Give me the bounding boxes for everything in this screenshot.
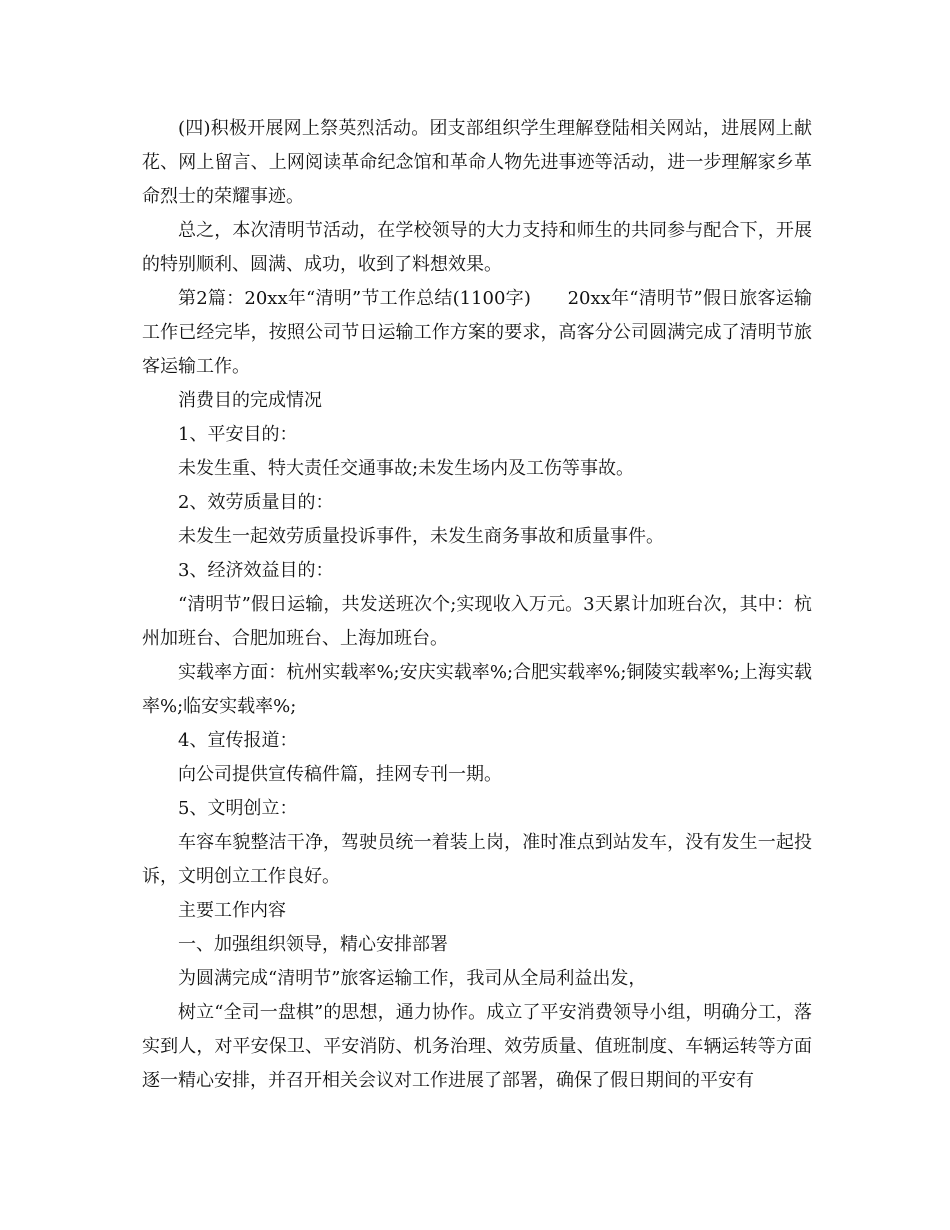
heading-service-quality-goal: 2、效劳质量目的： xyxy=(178,492,334,513)
heading-main-work: 主要工作内容 xyxy=(178,900,286,921)
paragraph-load-rate: 实载率方面：杭州实载率%;安庆实载率%;合肥实载率%;铜陵实载率%;上海实载率%;临安实载率%; xyxy=(142,662,812,717)
document-body xyxy=(142,112,812,1098)
paragraph-service-quality-result: 未发生一起效劳质量投诉事件，未发生商务事故和质量事件。 xyxy=(178,526,664,547)
heading-goal-completion: 消费目的完成情况 xyxy=(178,390,322,411)
heading-leadership: 一、加强组织领导，精心安排部署 xyxy=(178,934,448,955)
paragraph-safety-result: 未发生重、特大责任交通事故;未发生场内及工伤等事故。 xyxy=(178,458,635,479)
paragraph-leadership-intro: 为圆满完成“清明节”旅客运输工作，我司从全局利益出发， xyxy=(178,968,647,989)
heading-safety-goal: 1、平安目的： xyxy=(178,424,298,445)
heading-civilization: 5、文明创立： xyxy=(178,798,298,819)
paragraph-civilization-result: 车容车貌整洁干净，驾驶员统一着装上岗，准时准点到站发车，没有发生一起投诉，文明创立工作良好。 xyxy=(142,832,812,887)
paragraph-summary: 总之，本次清明节活动，在学校领导的大力支持和师生的共同参与配合下，开展的特别顺利、圆满、成功，收到了料想效果。 xyxy=(142,220,812,275)
paragraph-article-2-intro: 第2篇：20xx年“清明”节工作总结(1100字) 20xx年“清明节”假日旅客运输工作已经完毕，按照公司节日运输工作方案的要求，高客分公司圆满完成了清明节旅客运输工作。 xyxy=(142,288,812,377)
heading-economic-goal: 3、经济效益目的： xyxy=(178,560,334,581)
paragraph-online-memorial: (四)积极开展网上祭英烈活动。团支部组织学生理解登陆相关网站，进展网上献花、网上留言、上网阅读革命纪念馆和革命人物先进事迹等活动，进一步理解家乡革命烈士的荣耀事迹。 xyxy=(142,118,812,207)
paragraph-economic-result: “清明节”假日运输，共发送班次个;实现收入万元。3天累计加班台次，其中：杭州加班台、合肥加班台、上海加班台。 xyxy=(142,594,812,649)
paragraph-publicity-result: 向公司提供宣传稿件篇，挂网专刊一期。 xyxy=(178,764,502,785)
paragraph-leadership-detail: 树立“全司一盘棋”的思想，通力协作。成立了平安消费领导小组，明确分工，落实到人，对平安保卫、平安消防、机务治理、效劳质量、值班制度、车辆运转等方面逐一精心安排，并召开相关会议对工作进展了部署，确保了假日期间的平安有 xyxy=(142,1002,812,1091)
heading-publicity: 4、宣传报道： xyxy=(178,730,298,751)
